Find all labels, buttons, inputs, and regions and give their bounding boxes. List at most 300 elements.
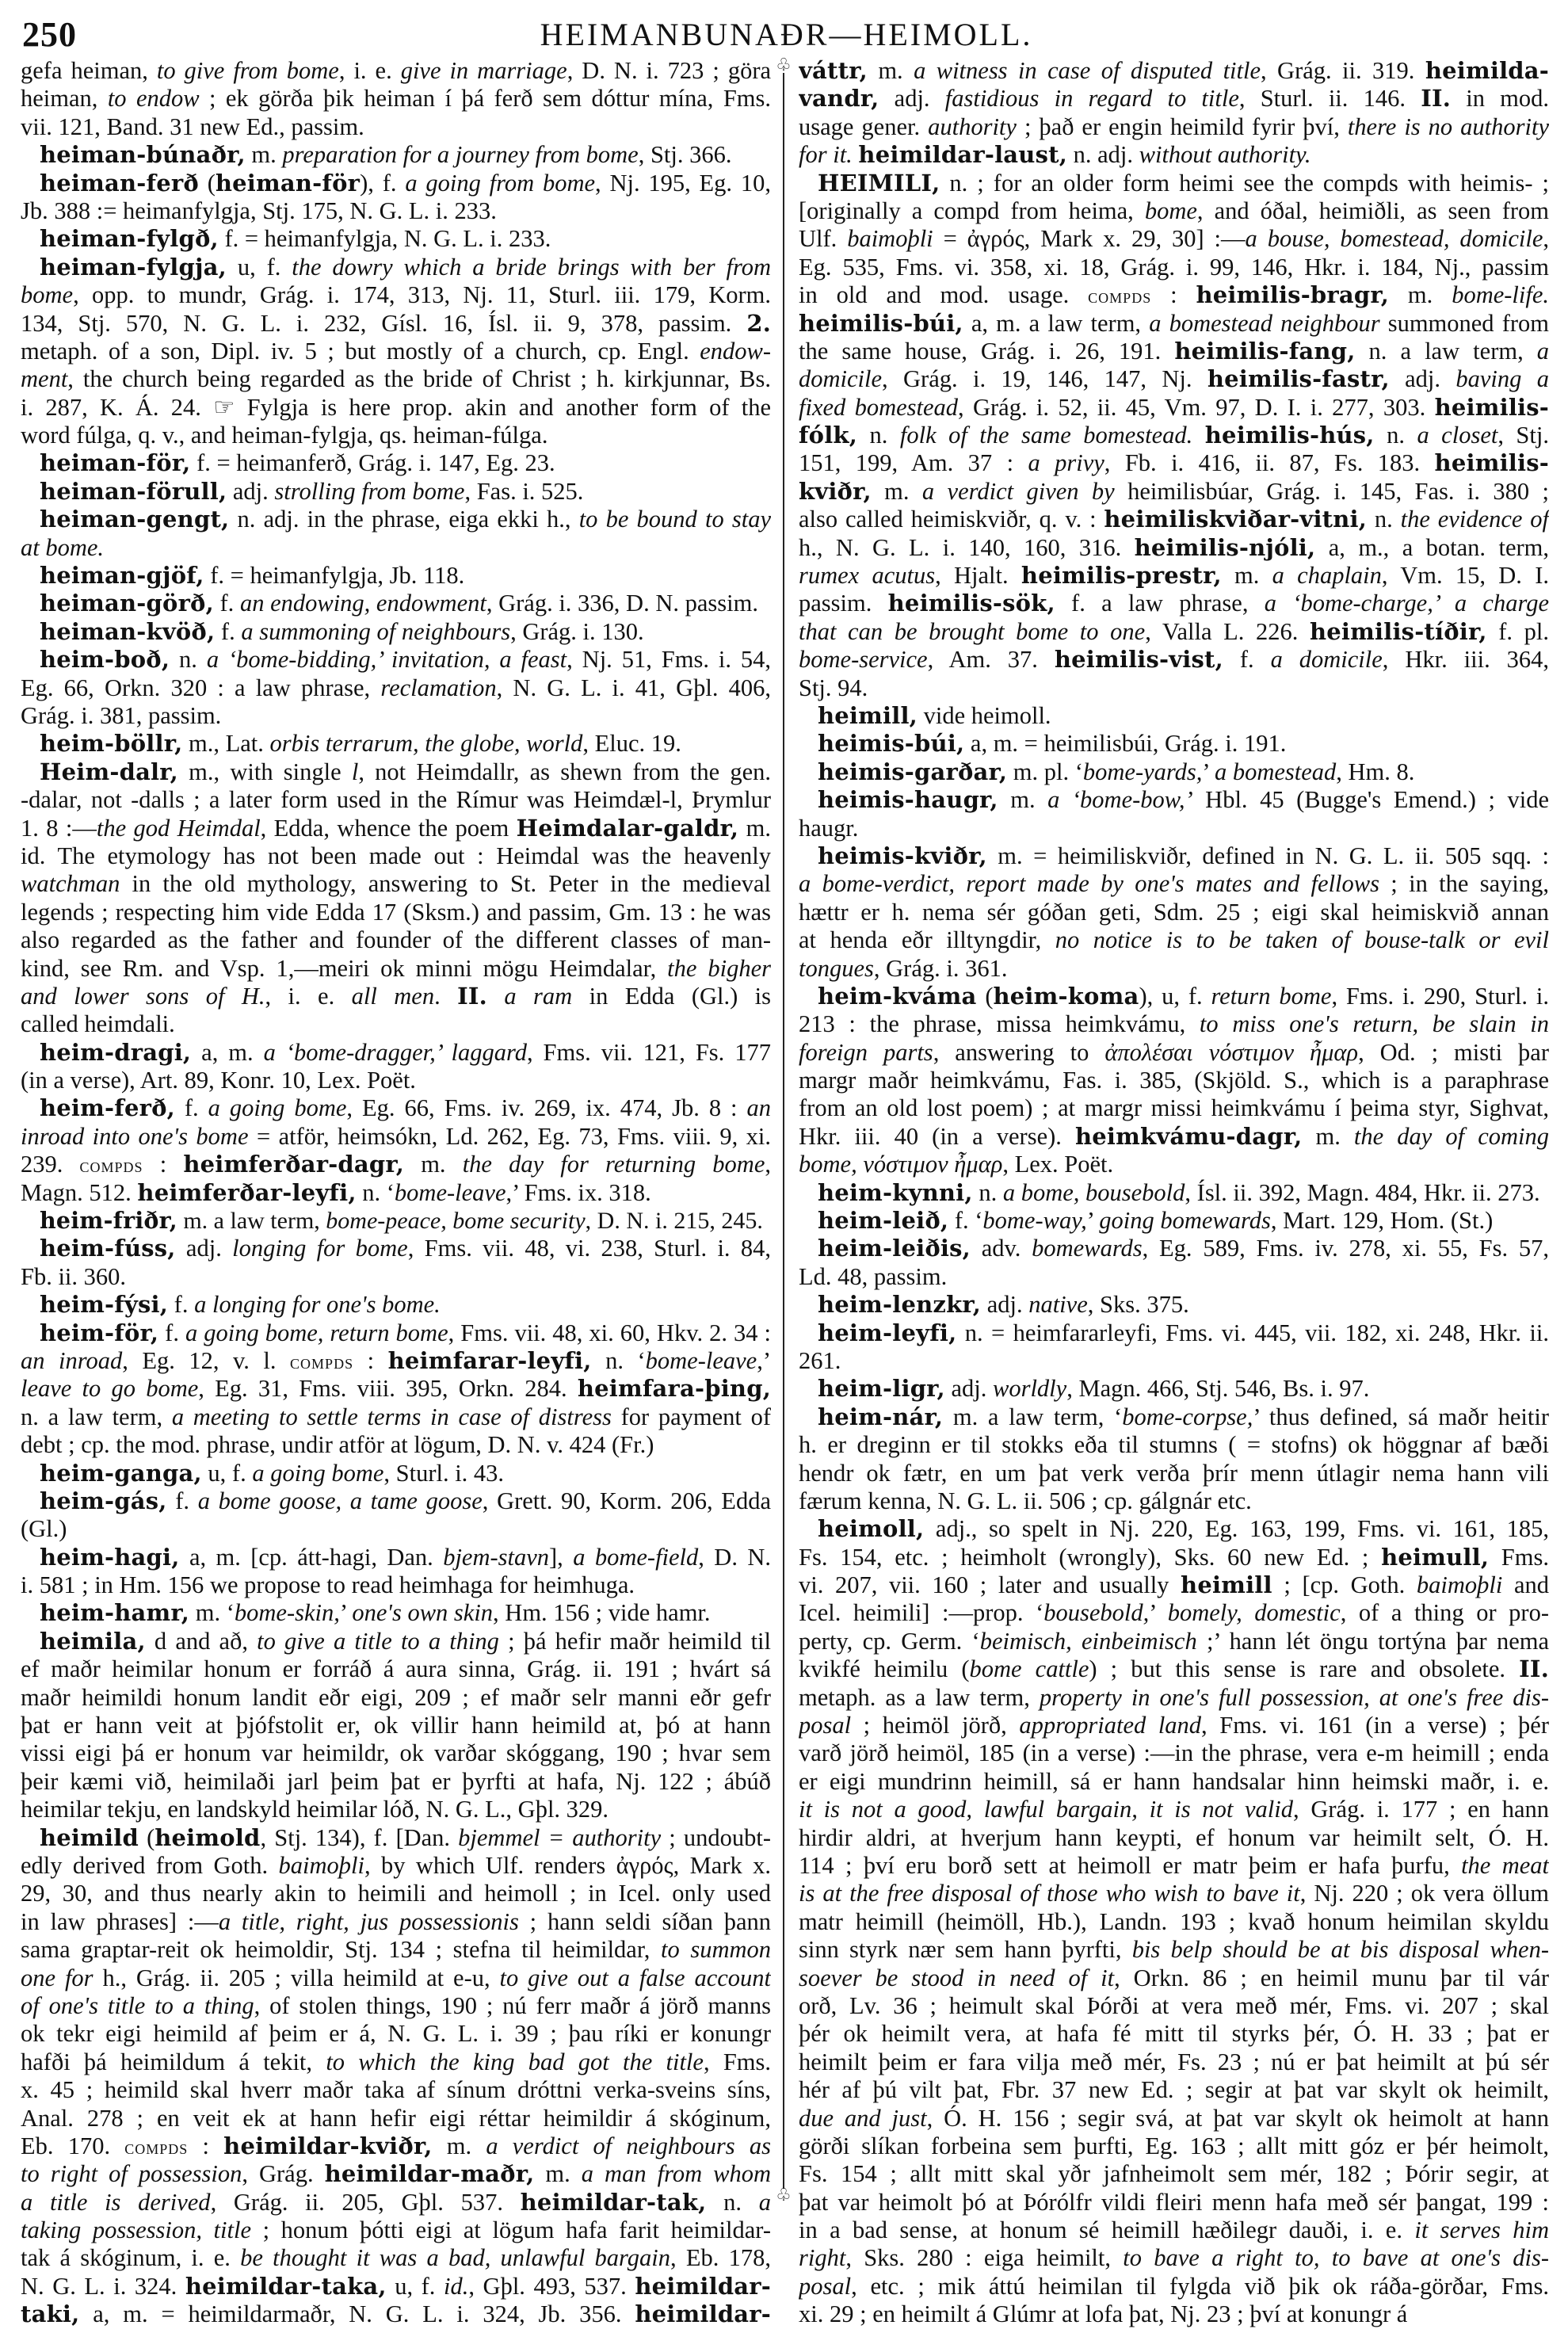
dictionary-line [21,2020,771,2048]
dictionary-line [21,870,771,898]
dictionary-line [799,618,1549,646]
dictionary-line [799,2020,1549,2048]
text: n. [857,422,900,449]
text: matr heimill (heimöll, Hb.), Landn. 193 ; kvað honum heimilan skyldu [799,1907,1549,1935]
text: , Mart. 129, Hom. (St.) [1270,1207,1494,1235]
dictionary-line [799,2300,1549,2328]
dictionary-line [799,1207,1549,1235]
dictionary-line [799,1235,1549,1262]
right-column [799,57,1549,2329]
text: ; það er engin heimild fyrir því, [1016,113,1348,140]
headword: heimilis- [1434,449,1549,477]
dictionary-line [799,1094,1549,1122]
dictionary-line [799,1319,1549,1347]
headword: heim-leiðis, [818,1235,971,1262]
headword: heimilis-tíðir, [1309,617,1487,645]
italic-text: of one's title to a thing [21,1991,254,2019]
text: a, m. a law term, [963,309,1150,337]
italic-text: taking possession, title [21,2216,251,2244]
text: , Fms. [703,2048,771,2075]
dictionary-line [799,449,1549,477]
text: : [143,1151,184,1178]
text: 239. [21,1151,80,1178]
text: , and óðal, heimiðli, as seen from [1196,197,1549,224]
headword: vandr, [799,85,879,113]
dictionary-line [21,141,771,169]
italic-text: a longing for one's bome. [194,1291,441,1319]
headword: heimiliskviðar-vitni, [1104,506,1368,533]
headword: heimis-garðar, [818,758,1008,785]
text: m. [867,57,914,84]
italic-text: a bomestead neighbour [1149,309,1380,337]
headword: heim-lenzkr, [818,1291,982,1319]
dictionary-line [799,1039,1549,1067]
text: n. adj. in the phrase, eiga ekki h., [229,506,579,533]
text: , Eb. 178, [670,2244,771,2272]
text: m. pl. ‘ [1007,758,1083,785]
text: N. G. L. i. 324. [21,2272,185,2300]
dictionary-line [21,422,771,449]
headword: heimull, [1381,1543,1490,1571]
headword: heiman-búnaðr, [40,141,246,169]
dictionary-line [799,1655,1549,1683]
page-header [22,14,1551,54]
text: in old and mod. usage. [799,281,1089,309]
text: legends ; respecting him vide Edda 17 (Sksm.) and passim, Gm. 13 : he was [21,898,771,926]
text: , Am. 37. [927,646,1055,674]
text: , Grág. [242,2160,325,2188]
italic-text: give in marriage [400,57,567,84]
italic-text: a going from bome [405,169,596,197]
dictionary-line [799,926,1549,954]
dictionary-line [21,1964,771,1992]
text: gefa heiman, [21,57,157,84]
dictionary-line [21,2160,771,2188]
text: xi. 29 ; en heimilt á Glúmr at lofa þat, Nj. 23 ; því at konungr á [799,2300,1408,2328]
headword: Heim-dalr, [40,758,178,785]
text: Jb. 388 := heimanfylgja, Stj. 175, N. G. L. i. 233. [21,197,497,224]
headword: heimill [1181,1571,1272,1599]
dictionary-line [21,1235,771,1262]
italic-text: a going bome [252,1459,384,1487]
text: edly derived from Goth. [21,1852,279,1879]
text: ’ [1202,758,1215,785]
text: vissi eigi þá er honum var heimildr, ok varðar skóggang, 190 ; hvar sem [21,1739,771,1767]
text: m. a law term, ‘ [943,1403,1123,1430]
dictionary-line [799,955,1549,983]
dictionary-line [799,1768,1549,1796]
text: n. ‘ [591,1346,646,1374]
headword: heim-boð, [40,646,170,674]
italic-text: leave to go bome [21,1375,199,1403]
italic-text: to miss one's return, be slain in [1199,1010,1549,1038]
text: n. [1367,506,1401,533]
text: 213 : the phrase, missa heimkvámu, [799,1010,1200,1038]
italic-text: soever be stood in need of it [799,1964,1115,1991]
dictionary-line [799,1487,1549,1515]
italic-text: at bome. [21,533,105,561]
italic-text: to which the king bad got the title [326,2048,704,2075]
dictionary-line [21,1460,771,1487]
text: h., N. G. L. i. 140, 160, 316. [799,533,1135,561]
text: a, m. [191,1038,264,1066]
dictionary-line [799,197,1549,225]
italic-text: to summon [661,1936,771,1964]
text: f. = heimanfylgja, Jb. 118. [204,562,465,590]
italic-text: longing for bome [232,1235,408,1262]
text: m. [871,477,922,505]
ornament-bottom-icon: ♧ [776,2185,792,2205]
text: , Fms. vi. 161 (in a verse) ; þér [1201,1712,1549,1739]
italic-text: bjemmel = authority [458,1823,662,1851]
dictionary-line [799,1375,1549,1403]
dictionary-line [21,1039,771,1067]
text: , Lex. Poët. [1002,1151,1114,1178]
text: 261. [799,1346,841,1374]
italic-text: baimoþli [847,225,933,253]
italic-text: the meat [1461,1852,1549,1879]
text: , Eg. 31, Fms. viii. 395, Orkn. 284. [198,1375,578,1403]
text: a, m. = heimildarmaðr, N. G. L. i. 324, Jb. 356. [79,2300,635,2328]
text: ’ [339,1599,353,1627]
text: ok tekr eigi heimild af þeim er á, N. G. L. i. 39 ; þau ríki er konungr [21,2020,771,2048]
text: Hbl. 45 (Bugge's Emend.) ; vide [1192,786,1549,814]
italic-text: posal [799,2272,852,2300]
text: ; ek görða þik heiman í þá ferð sem dóttur mína, Fms. [199,85,771,113]
italic-text: to bave a right to, to bave at one's dis- [1123,2244,1549,2272]
headword: heimfarar-leyfi, [387,1346,592,1374]
text [1192,422,1204,449]
text: , Hm. 8. [1336,758,1415,785]
dictionary-line [799,562,1549,590]
italic-text: bome-service [799,646,928,674]
headword: heimilis-sök, [887,590,1055,617]
dictionary-line [21,225,771,253]
italic-text: preparation for a journey from bome [282,141,639,169]
italic-text: due and just [799,2104,927,2132]
text: at henda eðr illtyngdir, [799,926,1055,954]
text: heimilisbúar, Grág. i. 145, Fas. i. 380 ; [1114,477,1549,505]
text: , Grág. i. 361. [873,954,1008,982]
headword: heiman-gjöf, [40,562,204,590]
italic-text: a witness in case of disputed title [914,57,1261,84]
dictionary-line [21,1067,771,1094]
headword: heimill, [818,701,918,729]
text: id. The etymology has not been made out : Heimdal was the heavenly [21,842,771,869]
italic-text: fastidious in regard to title [944,85,1239,113]
dictionary-line [799,1936,1549,1964]
dictionary-line [799,2189,1549,2216]
italic-text: bome-way, [982,1207,1087,1235]
dictionary-line [799,1010,1549,1038]
text: , D. N. [698,1543,771,1571]
italic-text: the day of coming [1353,1122,1549,1150]
text: , answering to [933,1038,1105,1066]
dictionary-line [799,815,1549,842]
text: hafði þá heimildum á tekit, [21,2048,326,2075]
dictionary-line [799,170,1549,197]
italic-text: foreign parts [799,1038,933,1066]
text: in the old mythology, answering to St. Peter in the medieval [120,870,771,898]
text: , Stj. 366. [638,141,732,169]
text: , opp. to mundr, Grág. i. 174, 313, Nj. 11, Sturl. iii. 179, Korm. [73,281,771,309]
dictionary-line [21,1880,771,1907]
dictionary-line [799,1431,1549,1459]
text: hendr ok fætr, en um þat verk verða þrír menn útlagir nema hann vili [799,1459,1549,1487]
headword: heim-hamr, [40,1599,190,1627]
text: Anal. 278 ; en veit ek at hann hefir eigi réttar heimildir á skóginum, [21,2104,771,2132]
dictionary-line [799,113,1549,141]
italic-text: baving a [1455,365,1549,393]
text: sama graptar-reit ok heimoldir, Stj. 134 ; stefna til heimildar, [21,1936,661,1964]
small-caps-label: compds [1088,284,1152,308]
headword: heimildar- [635,2300,771,2328]
dictionary-line [799,2132,1549,2160]
text: f. ‘ [948,1207,983,1235]
text: , Valla L. 226. [1145,617,1310,645]
headword: heim-gás, [40,1487,167,1514]
dictionary-line [21,85,771,113]
dictionary-line [799,1964,1549,1992]
dictionary-line [21,1319,771,1347]
text: d and að, [145,1627,258,1655]
headword: II. [457,982,487,1010]
text: heimilar tekju, en landskyld heimilar lóð, N. G. L., Gþl. 329. [21,1796,609,1823]
text: er eigi mundrinn heimill, sá er hann handsalar hinn heimski maðr, i. e. [799,1767,1549,1795]
dictionary-line [799,899,1549,926]
dictionary-line [21,2189,771,2216]
text: ; honum þótti eigi at lögum hafa farit heimildar- [251,2216,771,2244]
italic-text: a bome-verdict, report made by one's mates and fellows [799,870,1379,898]
text: , Eg. 589, Fms. iv. 278, xi. 55, Fs. 57, [1142,1235,1549,1262]
text: Ulf. [799,225,848,253]
text: ;’ hann lét öngu tortýna þar nema [1196,1627,1549,1655]
headword: heimilis-fastr, [1207,365,1390,393]
dictionary-line [799,2244,1549,2272]
dictionary-line [799,870,1549,898]
dictionary-line [799,1515,1549,1543]
headword: HEIMILI, [818,169,940,197]
text: þat er hann veit at þjófstolit er, ok villir hann heimild at, þó at hann [21,1712,771,1739]
dictionary-line [799,1179,1549,1207]
text: vii. 121, Band. 31 new Ed., passim. [21,113,364,140]
text: , Sks. 375. [1087,1291,1189,1319]
italic-text: bomely, domestic [1167,1599,1341,1627]
text: , Fms. vii. 48, xi. 60, Hkv. 2. 34 : [448,1319,771,1346]
dictionary-line [799,1403,1549,1431]
dictionary-line [799,674,1549,702]
headword: heim-ferð, [40,1094,175,1122]
italic-text: that can be brought bome to one [799,617,1146,645]
text: ; [cp. Goth. [1272,1571,1417,1599]
text: , by which Ulf. renders ἀγρός, Mark x. [364,1852,771,1879]
text: n. [972,1178,1003,1206]
headword: heimold [155,1823,261,1851]
dictionary-line [21,1768,771,1796]
text: 29, 30, and thus nearly akin to heimili and heimoll ; in Icel. only used [21,1880,771,1907]
dictionary-line [21,1431,771,1459]
headword: heim-för, [40,1319,159,1346]
headword: heiman-förull, [40,477,227,505]
dictionary-line [21,1515,771,1543]
dictionary-line [799,57,1549,85]
left-column [21,57,771,2329]
text: debt ; cp. the mod. phrase, undir atför at lögum, D. N. v. 424 (Fr.) [21,1431,654,1459]
italic-text: a summoning of neighbours [241,617,511,645]
dictionary-line [21,1628,771,1655]
text: ; undoubt- [661,1823,771,1851]
dictionary-line [799,365,1549,393]
text: ,’ Fms. ix. 318. [505,1178,651,1206]
text: , Fms. vii. 48, vi. 238, Sturl. i. 84, [407,1235,771,1262]
dictionary-line [21,1684,771,1712]
text: f. [1223,646,1271,674]
text: n. [170,646,207,674]
text: ( [976,982,994,1010]
text: 134, Stj. 570, N. G. L. i. 232, Gísl. 16, Ísl. ii. 9, 378, passim. [21,309,747,337]
text: f. [158,1319,185,1346]
text: heimilt þeim er fara vilja með mér, Fs. 23 ; nú er þat heimilt at þú sér [799,2048,1549,2075]
text: m. [404,1151,463,1178]
dictionary-line [21,1151,771,1178]
text: ), f. [360,169,406,197]
italic-text: a meeting to settle terms in case of distress [171,1403,612,1430]
text: n. a law term, [1355,337,1537,365]
text: ’ [1149,1599,1168,1627]
text: m. ‘ [189,1599,235,1627]
text: adj. [175,1235,233,1262]
dictionary-line [21,534,771,562]
text: , Sturl. ii. 146. [1238,85,1421,113]
italic-text: a bomestead [1214,758,1337,785]
text: also called heimiskviðr, q. v. : [799,506,1104,533]
dictionary-line [21,478,771,506]
italic-text: fixed bomestead [799,393,959,421]
italic-text: right [799,2244,846,2272]
dictionary-line [21,1796,771,1823]
headword: heimferðar-leyfi, [137,1178,357,1206]
headword: heimildar- [635,2272,771,2300]
dictionary-line [21,618,771,646]
text: ’ thus defined, sá maðr heitir [1253,1403,1549,1430]
dictionary-line [21,113,771,141]
italic-text: a bouse, bomestead, domicile [1245,225,1543,253]
italic-text: a bome goose, a tame goose [197,1487,483,1514]
text: ; heimöl jörð, [851,1712,1020,1739]
text: m. a law term, [177,1208,326,1235]
dictionary-line [21,2216,771,2244]
text: adj. [227,477,275,505]
text: from an old lost poem) ; at margr missi heimkvámu í þeima styr, Sighvat, [799,1094,1549,1122]
text: Eg. 66, Orkn. 320 : a law phrase, [21,674,381,701]
dictionary-line [21,57,771,85]
italic-text: for it. [799,141,853,169]
text: , Eg. 66, Fms. iv. 269, ix. 474, Jb. 8 : [346,1094,747,1122]
dictionary-line [799,646,1549,674]
headword: heim-ligr, [818,1375,945,1403]
text: , Stj. [1497,422,1549,449]
text: h. er dreginn er til stokks eða til stumns ( = stofns) ok höggnar af bæði [799,1431,1549,1459]
text: 1. 8 :— [21,814,97,842]
headword: heim-kváma [818,982,977,1010]
dictionary-line [21,1123,771,1151]
italic-text: going bomewards [1099,1207,1271,1235]
italic-text: appropriated land [1019,1712,1202,1739]
text: m., with single [177,758,352,785]
italic-text: a title, right, jus possessionis [218,1907,519,1935]
italic-text: rumex acutus [799,562,936,590]
italic-text: bome cattle [969,1655,1089,1683]
italic-text: a privy [1028,449,1104,477]
italic-text: a ‘bome-dragger,’ laggard [263,1038,527,1066]
italic-text: to give out a false account [499,1964,771,1991]
headword: heim-friðr, [40,1207,177,1235]
headword: heimilis-vist, [1054,646,1223,674]
text: m. [1389,281,1452,309]
italic-text: worldly [993,1375,1067,1403]
italic-text: bome-peace, bome security [326,1208,586,1235]
italic-text: a man from whom [581,2160,771,2188]
headword: heimilis-bragr, [1196,281,1390,309]
dictionary-line [799,85,1549,113]
dictionary-line [799,1628,1549,1655]
italic-text: bome [21,281,74,309]
italic-text: a ram [504,982,573,1010]
dictionary-line [21,2076,771,2104]
headword: Heimdalar-galdr, [516,814,739,842]
italic-text: bjem-stavn [443,1543,550,1571]
text: , Fb. i. 416, ii. 87, Fs. 183. [1104,449,1435,477]
headword: heimila, [40,1627,146,1655]
italic-text: watchman [21,870,120,898]
text: margr maðr heimkvámu, Fas. i. 385, (Skjöld. S., which is a paraphrase [799,1067,1549,1094]
italic-text: a going bome, return bome [185,1319,448,1346]
text: f. = heimanfylgja, N. G. L. i. 233. [218,225,551,253]
dictionary-line [21,842,771,870]
text: , Ísl. ii. 392, Magn. 484, Hkr. ii. 273. [1185,1178,1540,1206]
text: , Eluc. 19. [582,730,681,758]
text: , i. e. [338,57,401,84]
dictionary-line [799,1852,1549,1880]
italic-text: is at the free disposal of those who wish to bave it [799,1880,1300,1907]
text: , Grág. ii. 205, Gþl. 537. [210,2188,521,2216]
dictionary-line [799,1908,1549,1936]
dictionary-line [21,1936,771,1964]
italic-text: a going bome [208,1094,347,1122]
dictionary-line [799,590,1549,617]
text: , not Heimdallr, as shewn from the gen. [358,758,771,785]
text: hér af þú vilt þat, Fbr. 37 new Ed. ; segir at þat var skylt ok heimilt, [799,2076,1549,2104]
headword: heimkvámu-dagr, [1075,1122,1303,1150]
italic-text: to endow [107,85,200,113]
italic-text: a bome, bousebold [1002,1178,1185,1206]
italic-text: a ‘bome-bidding,’ invitation, a feast [206,646,567,674]
text: , Nj. 51, Fms. i. 54, [567,646,771,674]
dictionary-line [799,758,1549,786]
text: , [1543,225,1549,253]
running-title: HEIMANBUNAÐR—HEIMOLL. [540,17,1033,52]
text: adv. [970,1235,1032,1262]
dictionary-line [799,1880,1549,1907]
italic-text: beimisch, einbeimisch [979,1627,1197,1655]
text: , Hjalt. [935,562,1021,590]
text [487,983,504,1010]
text: [originally a compd from heima, [799,197,1145,224]
text: m. [432,2132,486,2159]
italic-text: a [758,2188,771,2216]
dictionary-line [799,786,1549,814]
dictionary-line [21,338,771,365]
